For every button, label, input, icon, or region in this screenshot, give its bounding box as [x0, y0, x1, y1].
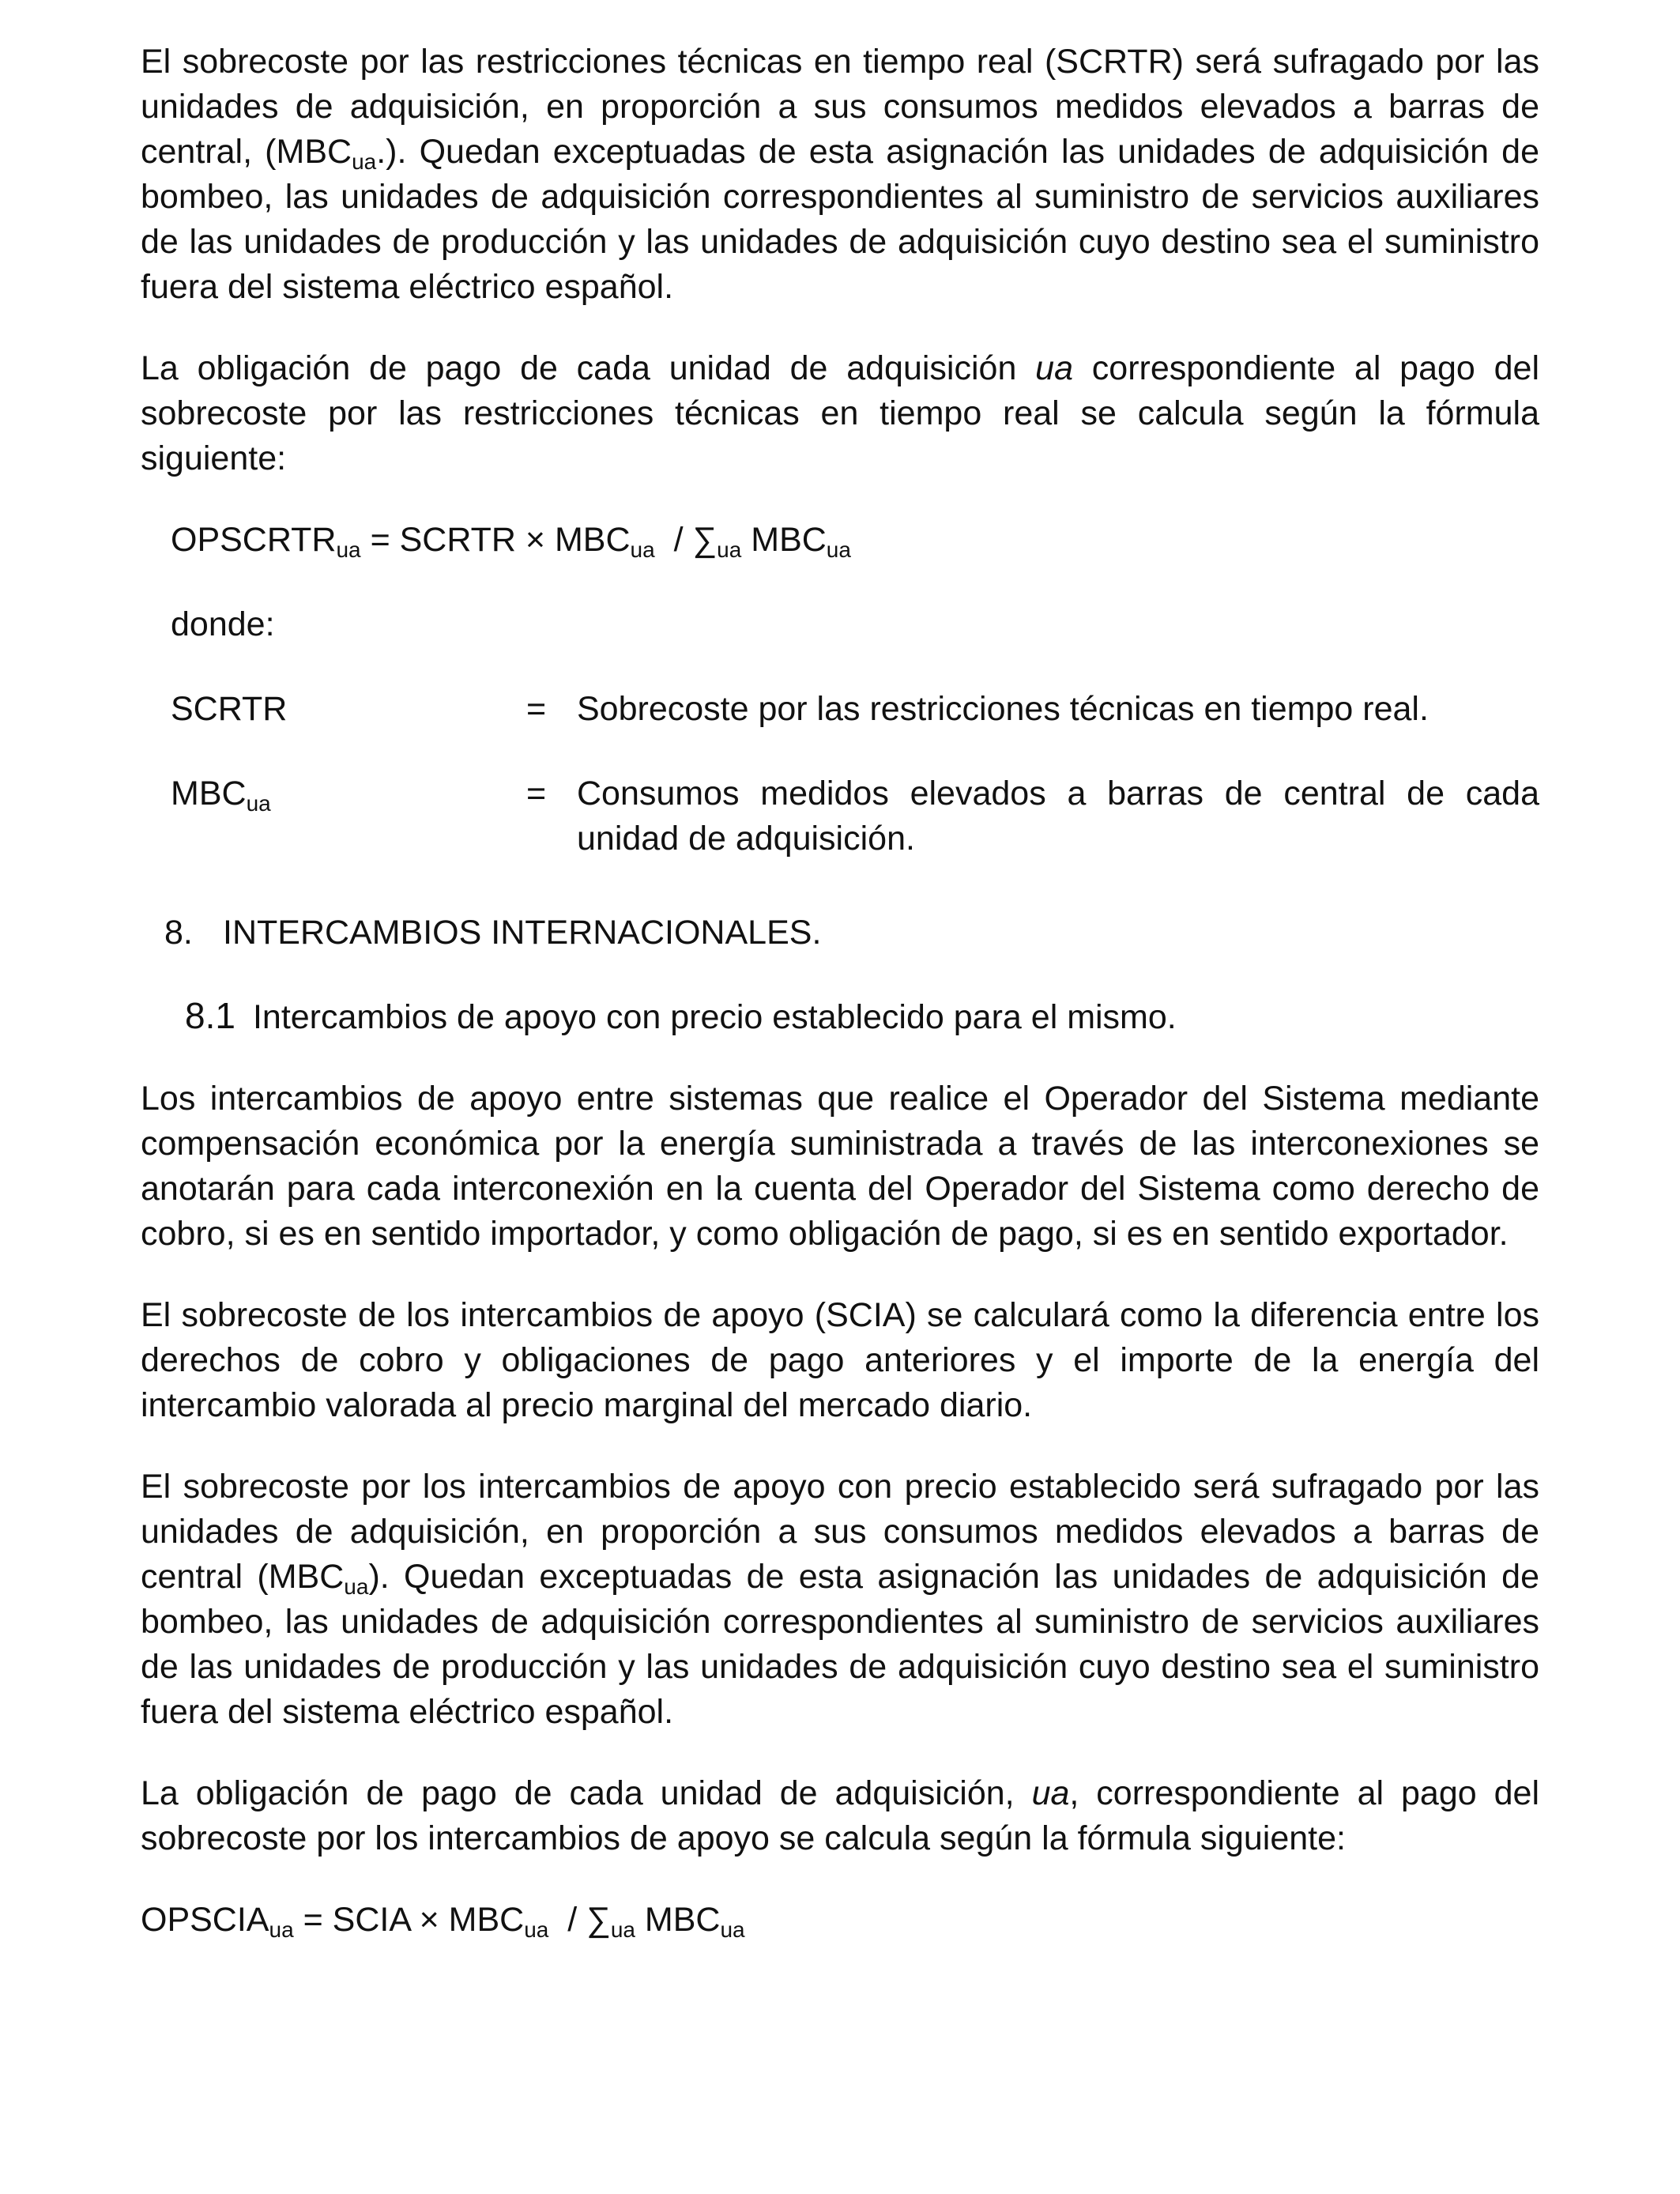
definition-description: Sobrecoste por las restricciones técnicas en tiempo real. — [577, 690, 1429, 728]
section-heading: 8. INTERCAMBIOS INTERNACIONALES. — [164, 914, 822, 952]
paragraph-scrtr-obligation: La obligación de pago de cada unidad de adquisición ua correspondiente al pago del sobrecoste por las restricciones técnicas en tiempo real se calcula según la fórmula siguiente: — [141, 349, 1539, 477]
definition-term: $MBC_{ua}$ — [171, 775, 271, 816]
paragraph-scia-definition: El sobrecoste de los intercambios de apoyo (SCIA) se calculará como la diferencia entre los derechos de cobro y obligaciones de pago anteriores y el importe de la energía del intercambio valorada al precio marginal del mercado diario. — [141, 1296, 1539, 1424]
definition-equals: = — [526, 690, 547, 728]
paragraph-intercambios-apoyo: Los intercambios de apoyo entre sistemas que realice el Operador del Sistema mediante compensación económica por la energía suministrada a través de las interconexiones se anotarán para cada interconexión en la cuenta del Operador del Sistema como derecho de cobro, si es en sentido importador, y como obligación de pago, si es en sentido exportador. — [141, 1080, 1539, 1253]
formula-opscrtr: $OPSCRTR_{ua}$ = SCRTR × $MBC_{ua} / \sum_{ua}$ $MBC_{ua}$ — [171, 521, 851, 562]
paragraph-scia-obligation: La obligación de pago de cada unidad de adquisición, ua, correspondiente al pago del sobrecoste por los intercambios de apoyo se calcula según la fórmula siguiente: — [141, 1774, 1539, 1857]
definition-term: SCRTR — [171, 690, 288, 728]
paragraph-scrtr-allocation: El sobrecoste por las restricciones técnicas en tiempo real (SCRTR) será sufragado por las unidades de adquisición, en proporción a sus consumos medidos elevados a barras de central, $(MBC_{ua}.)$. Quedan exceptuadas de esta asignación las unidades de adquisición de bombeo, las unidades de adquisición correspondientes al suministro de servicios auxiliares de las unidades de producción y las unidades de adquisición cuyo destino sea el suministro fuera del sistema eléctrico español. — [141, 43, 1539, 306]
paragraph-scia-allocation: El sobrecoste por los intercambios de apoyo con precio establecido será sufragado por las unidades de adquisición, en proporción a sus consumos medidos elevados a barras de central $(MBC_{ua})$. Quedan exceptuadas de esta asignación las unidades de adquisición de bombeo, las unidades de adquisición correspondientes al suministro de servicios auxiliares de las unidades de producción y las unidades de adquisición cuyo destino sea el suministro fuera del sistema eléctrico español. — [141, 1468, 1539, 1731]
subsection-heading: 8.1 Intercambios de apoyo con precio establecido para el mismo. — [185, 995, 1177, 1036]
document-page — [141, 40, 1539, 1943]
definition-equals: = — [526, 775, 547, 812]
definition-row-mbc — [171, 771, 1539, 861]
donde-label: donde: — [171, 605, 275, 643]
formula-opscia: $OPSCIA_{ua}$ = SCIA × $MBC_{ua} / \sum_{ua}$ $MBC_{ua}$ — [141, 1901, 745, 1942]
definition-row-scrtr — [171, 687, 1539, 732]
definition-description: Consumos medidos elevados a barras de central de cada unidad de adquisición. — [577, 775, 1539, 858]
